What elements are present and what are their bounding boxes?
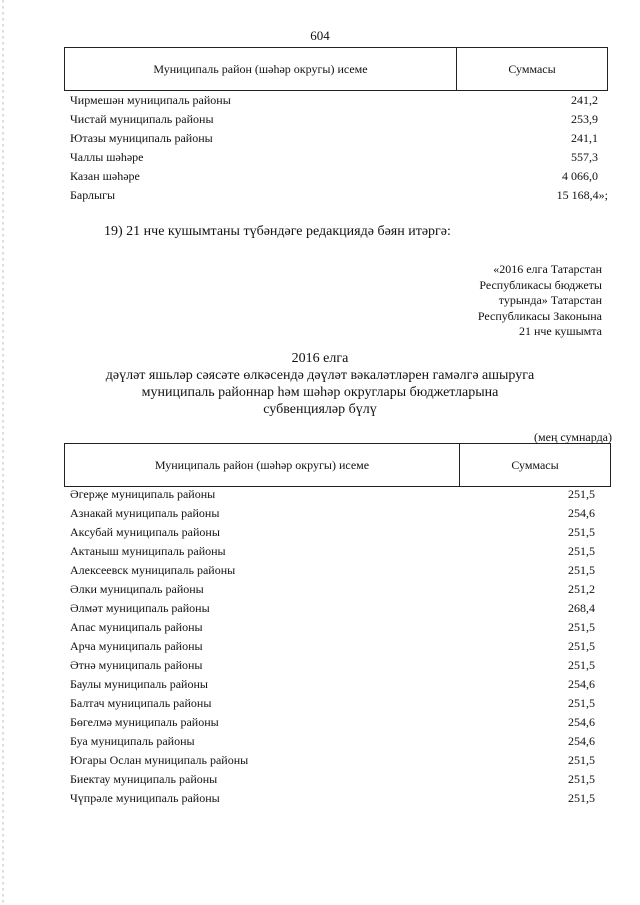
total-label: Барлыгы [70,188,116,202]
district-name: Әгерҗе муниципаль районы [70,487,216,501]
district-sum: 268,4 [568,601,595,615]
district-sum: 251,5 [568,791,595,805]
district-name: Казан шәһәре [70,169,140,183]
table-row [70,150,600,169]
district-sum: 253,9 [571,112,598,126]
district-sum: 251,5 [568,544,595,558]
table-row [70,563,595,582]
table-row [70,772,595,791]
table2-col-name: Муниципаль район (шәһәр округы) исеме [65,444,460,486]
district-name: Ютазы муниципаль районы [70,131,213,145]
district-name: Биектау муниципаль районы [70,772,218,786]
district-name: Буа муниципаль районы [70,734,195,748]
district-name: Чүпрәле муниципаль районы [70,791,220,805]
district-name: Чистай муниципаль районы [70,112,214,126]
table2-rows [70,487,595,810]
district-sum: 251,5 [568,525,595,539]
table-row [70,753,595,772]
title-line: дәүләт яшьләр сәясәте өлкәсендә дәүләт вәкаләтләрен гамәлгә ашыруга [105,368,535,383]
annex-note-line: 21 нче кушымта [518,324,602,338]
district-sum: 251,5 [568,658,595,672]
district-sum: 254,6 [568,734,595,748]
table-row [70,169,600,188]
district-sum: 251,5 [568,563,595,577]
district-sum: 251,5 [568,620,595,634]
table2-header [64,443,611,487]
table2-col-sum: Суммасы [511,457,559,472]
table-row-total [70,188,608,207]
district-name: Чирмешән муниципаль районы [70,93,231,107]
annex-note-line: Республикасы бюджеты [479,277,602,292]
table-row [70,131,600,150]
district-sum: 4 066,0 [562,169,598,183]
table-row [70,525,595,544]
district-sum: 251,5 [568,639,595,653]
table-row [70,601,595,620]
district-name: Баулы муниципаль районы [70,677,208,691]
district-name: Арча муниципаль районы [70,639,203,653]
table-row [70,582,595,601]
district-name: Балтач муниципаль районы [70,696,212,710]
table-row [70,715,595,734]
district-name: Чаллы шәһәре [70,150,144,164]
total-sum: 15 168,4»; [556,188,608,202]
amendment-paragraph: 19) 21 нче кушымтаны түбәндәге редакциядә бәян итәргә: [104,224,451,239]
table1-col-sum: Суммасы [508,61,556,76]
table-row [70,639,595,658]
scan-margin [2,0,4,905]
district-name: Аксубай муниципаль районы [70,525,220,539]
table-row [70,734,595,753]
district-sum: 254,6 [568,715,595,729]
table-row [70,93,600,112]
district-sum: 251,5 [568,772,595,786]
unit-label: (мең сумнарда) [534,430,612,444]
district-sum: 254,6 [568,677,595,691]
district-name: Алексеевск муниципаль районы [70,563,236,577]
district-sum: 241,1 [571,131,598,145]
district-name: Бөгелмә муниципаль районы [70,715,219,729]
district-name: Әлки муниципаль районы [70,582,204,596]
annex-note-line: турында» Татарстан [498,293,602,307]
table-row [70,791,595,810]
title-line: 2016 елга [291,351,349,366]
district-name: Азнакай муниципаль районы [70,506,220,520]
table-row [70,544,595,563]
annex-note-line: «2016 елга Татарстан [493,262,602,276]
table1-rows [70,93,608,207]
table-row [70,696,595,715]
district-name: Актаныш муниципаль районы [70,544,226,558]
table-row [70,112,600,131]
district-sum: 241,2 [571,93,598,107]
district-name: Әлмәт муниципаль районы [70,601,210,615]
document-title [0,350,640,418]
district-sum: 254,6 [568,506,595,520]
district-name: Әтнә муниципаль районы [70,658,203,672]
district-name: Апас муниципаль районы [70,620,203,634]
table-row [70,506,595,525]
table-row [70,487,595,506]
page-number: 604 [310,28,330,43]
district-sum: 251,2 [568,582,595,596]
table1-header [64,47,608,91]
district-sum: 251,5 [568,753,595,767]
district-sum: 251,5 [568,696,595,710]
district-sum: 557,3 [571,150,598,164]
table-row [70,620,595,639]
table1-col-name: Муниципаль район (шәһәр округы) исеме [65,48,457,90]
district-name: Югары Ослан муниципаль районы [70,753,249,767]
title-line: муниципаль районнар һәм шәһәр округлары бюджетларына [141,385,499,400]
title-line: субвенцияләр бүлү [263,402,377,417]
annex-note-line: Республикасы Законына [477,308,602,323]
table-row [70,658,595,677]
district-sum: 251,5 [568,487,595,501]
annex-note [478,262,602,340]
table-row [70,677,595,696]
